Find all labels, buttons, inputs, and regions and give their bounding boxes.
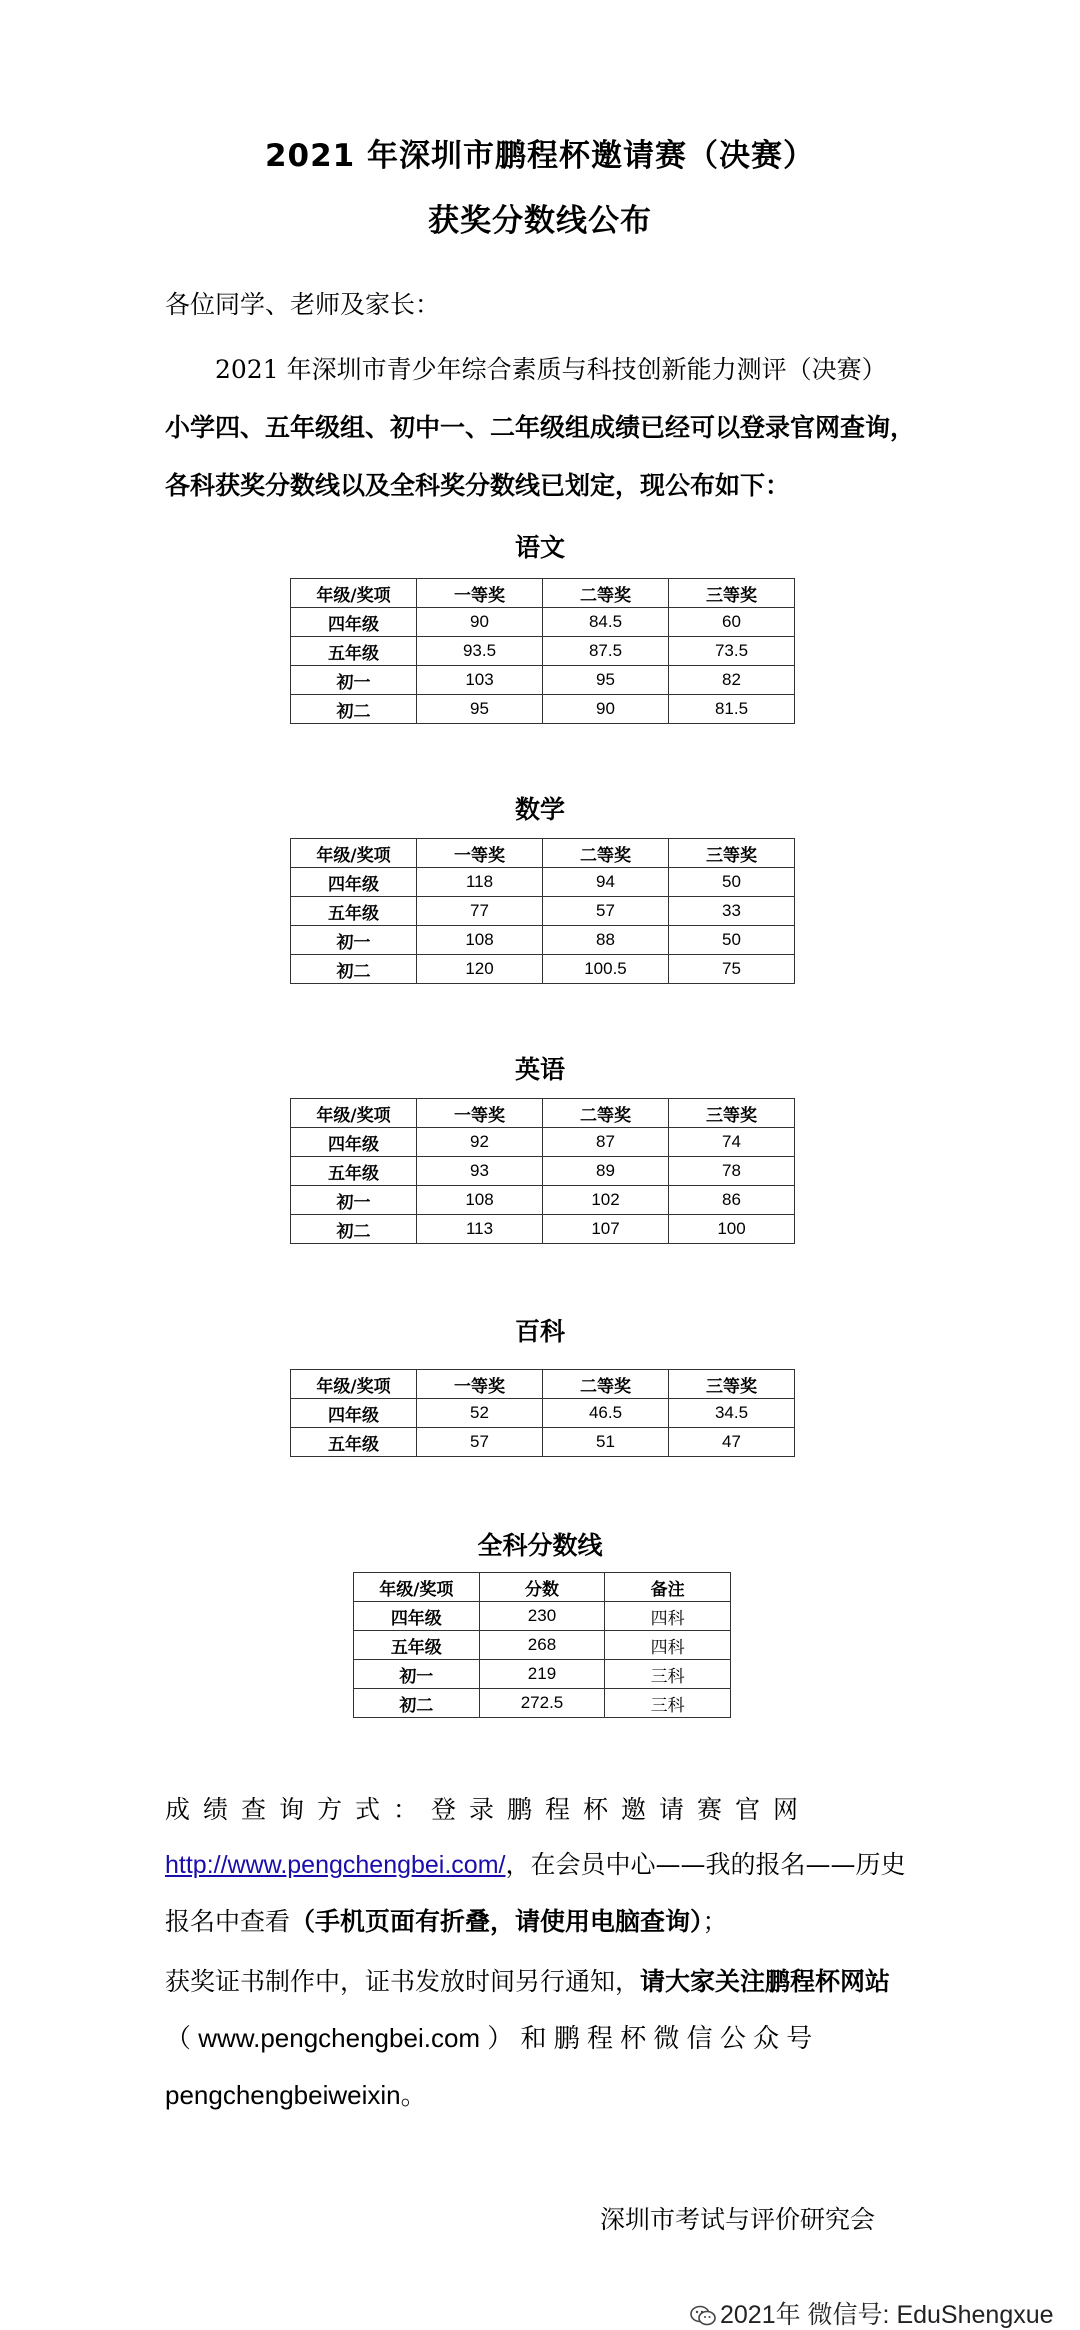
- header-cell: 年级/奖项: [291, 1370, 417, 1399]
- note-cell: 三科: [605, 1689, 731, 1718]
- score-cell: 47: [669, 1428, 795, 1457]
- header-cell: 一等奖: [417, 579, 543, 608]
- score-cell: 93: [417, 1157, 543, 1186]
- query-line-1: 成绩查询方式：登录鹏程杯邀请赛官网: [165, 1795, 812, 1824]
- score-cell: 108: [417, 926, 543, 955]
- query-line-4: [165, 1962, 925, 2002]
- table-row: [291, 695, 795, 724]
- certificate-notice: 获奖证书制作中，证书发放时间另行通知，: [165, 1967, 641, 1996]
- grade-cell: 五年级: [291, 637, 417, 666]
- table-row: [291, 1157, 795, 1186]
- watermark: [690, 2300, 1054, 2330]
- table-header-row: [291, 1099, 795, 1128]
- query-line-3-text: 报名中查看: [165, 1907, 291, 1936]
- table-header-row: [291, 579, 795, 608]
- table-row: [291, 1215, 795, 1244]
- header-cell: 年级/奖项: [354, 1573, 480, 1602]
- score-cell: 100.5: [543, 955, 669, 984]
- grade-cell: 五年级: [291, 1157, 417, 1186]
- score-cell: 107: [543, 1215, 669, 1244]
- grade-cell: 四年级: [291, 868, 417, 897]
- score-cell: 33: [669, 897, 795, 926]
- subject-title-english: 英语: [514, 1055, 565, 1084]
- header-cell: 一等奖: [417, 1099, 543, 1128]
- document-subtitle: 获奖分数线公布: [428, 203, 652, 239]
- header-cell: 二等奖: [543, 1370, 669, 1399]
- score-cell: 57: [417, 1428, 543, 1457]
- table-header-row: [291, 1370, 795, 1399]
- intro-line-2: 小学四、五年级组、初中一、二年级组成绩已经可以登录官网查询，: [165, 413, 916, 442]
- score-cell: 92: [417, 1128, 543, 1157]
- header-cell: 二等奖: [543, 579, 669, 608]
- score-cell: 78: [669, 1157, 795, 1186]
- score-cell: 57: [543, 897, 669, 926]
- table-header-row: [291, 839, 795, 868]
- table-row: [291, 1399, 795, 1428]
- greeting: 各位同学、老师及家长：: [165, 290, 441, 319]
- table-row: [291, 955, 795, 984]
- header-cell: 二等奖: [543, 839, 669, 868]
- header-cell: 年级/奖项: [291, 1099, 417, 1128]
- header-cell: 备注: [605, 1573, 731, 1602]
- score-cell: 120: [417, 955, 543, 984]
- subject-title-math: 数学: [514, 795, 565, 824]
- score-cell: 95: [417, 695, 543, 724]
- query-line-5: （ www.pengchengbei.com ） 和 鹏 程 杯 微 信 公 众 号: [165, 2023, 813, 2053]
- table-row: [291, 926, 795, 955]
- query-line-3: [165, 1902, 925, 1942]
- table-row: [291, 637, 795, 666]
- table-row: [291, 608, 795, 637]
- overall-score-table: [353, 1572, 731, 1718]
- table-row: [291, 1428, 795, 1457]
- table-row: [354, 1660, 731, 1689]
- header-cell: 三等奖: [669, 1099, 795, 1128]
- table-row: [291, 1186, 795, 1215]
- score-cell: 52: [417, 1399, 543, 1428]
- header-cell: 三等奖: [669, 579, 795, 608]
- grade-cell: 五年级: [354, 1631, 480, 1660]
- query-line-2-text: ，在会员中心——我的报名——历史: [505, 1850, 906, 1879]
- grade-cell: 四年级: [354, 1602, 480, 1631]
- grade-cell: 初一: [354, 1660, 480, 1689]
- table-header-row: [354, 1573, 731, 1602]
- grade-cell: 初二: [291, 695, 417, 724]
- score-cell: 103: [417, 666, 543, 695]
- score-table-math: [290, 838, 795, 984]
- intro-line-3: 各科获奖分数线以及全科奖分数线已划定，现公布如下：: [165, 471, 791, 500]
- score-cell: 102: [543, 1186, 669, 1215]
- note-cell: 三科: [605, 1660, 731, 1689]
- query-mobile-notice: （手机页面有折叠，请使用电脑查询）: [290, 1907, 703, 1936]
- intro-line-1: 2021 年深圳市青少年综合素质与科技创新能力测评（决赛）: [215, 355, 887, 384]
- header-cell: 一等奖: [417, 1370, 543, 1399]
- grade-cell: 初二: [291, 1215, 417, 1244]
- score-cell: 94: [543, 868, 669, 897]
- grade-cell: 初一: [291, 926, 417, 955]
- note-cell: 四科: [605, 1602, 731, 1631]
- subject-title-encyclopedia: 百科: [514, 1317, 565, 1346]
- score-cell: 74: [669, 1128, 795, 1157]
- score-cell: 87.5: [543, 637, 669, 666]
- note-cell: 四科: [605, 1631, 731, 1660]
- score-cell: 118: [417, 868, 543, 897]
- grade-cell: 四年级: [291, 1399, 417, 1428]
- score-cell: 82: [669, 666, 795, 695]
- header-cell: 二等奖: [543, 1099, 669, 1128]
- table-row: [354, 1631, 731, 1660]
- signature: 深圳市考试与评价研究会: [600, 2205, 876, 2234]
- grade-cell: 四年级: [291, 1128, 417, 1157]
- follow-website-notice: 请大家关注鹏程杯网站: [640, 1967, 891, 1996]
- grade-cell: 初一: [291, 1186, 417, 1215]
- grade-cell: 五年级: [291, 1428, 417, 1457]
- header-cell: 年级/奖项: [291, 839, 417, 868]
- score-cell: 51: [543, 1428, 669, 1457]
- table-row: [291, 666, 795, 695]
- header-cell: 一等奖: [417, 839, 543, 868]
- score-cell: 95: [543, 666, 669, 695]
- table-row: [291, 897, 795, 926]
- table-row: [291, 868, 795, 897]
- score-cell: 272.5: [479, 1689, 605, 1718]
- score-table-encyclopedia: [290, 1369, 795, 1457]
- score-table-chinese: [290, 578, 795, 724]
- score-cell: 86: [669, 1186, 795, 1215]
- score-cell: 50: [669, 926, 795, 955]
- score-cell: 75: [669, 955, 795, 984]
- header-cell: 三等奖: [669, 839, 795, 868]
- score-cell: 89: [543, 1157, 669, 1186]
- table-row: [354, 1689, 731, 1718]
- score-cell: 93.5: [417, 637, 543, 666]
- header-cell: 年级/奖项: [291, 579, 417, 608]
- score-cell: 268: [479, 1631, 605, 1660]
- score-cell: 50: [669, 868, 795, 897]
- grade-cell: 四年级: [291, 608, 417, 637]
- score-cell: 60: [669, 608, 795, 637]
- score-table-english: [290, 1098, 795, 1244]
- overall-title: 全科分数线: [477, 1531, 603, 1560]
- score-cell: 87: [543, 1128, 669, 1157]
- query-line-3-end: ；: [702, 1907, 728, 1936]
- score-cell: 34.5: [669, 1399, 795, 1428]
- query-line-2: [165, 1845, 925, 1885]
- query-line-6: pengchengbeiweixin。: [165, 2080, 427, 2110]
- header-cell: 分数: [479, 1573, 605, 1602]
- score-cell: 88: [543, 926, 669, 955]
- score-cell: 90: [417, 608, 543, 637]
- score-cell: 84.5: [543, 608, 669, 637]
- document-title: 2021 年深圳市鹏程杯邀请赛（决赛）: [264, 138, 816, 174]
- score-cell: 46.5: [543, 1399, 669, 1428]
- score-cell: 81.5: [669, 695, 795, 724]
- grade-cell: 初一: [291, 666, 417, 695]
- table-row: [354, 1602, 731, 1631]
- subject-title-chinese: 语文: [514, 533, 565, 562]
- score-cell: 108: [417, 1186, 543, 1215]
- grade-cell: 初二: [291, 955, 417, 984]
- score-cell: 73.5: [669, 637, 795, 666]
- score-cell: 230: [479, 1602, 605, 1631]
- grade-cell: 初二: [354, 1689, 480, 1718]
- score-cell: 77: [417, 897, 543, 926]
- header-cell: 三等奖: [669, 1370, 795, 1399]
- score-cell: 113: [417, 1215, 543, 1244]
- table-row: [291, 1128, 795, 1157]
- wechat-icon: [690, 2305, 716, 2327]
- score-cell: 100: [669, 1215, 795, 1244]
- score-cell: 219: [479, 1660, 605, 1689]
- official-site-link[interactable]: http://www.pengchengbei.com/: [165, 1851, 506, 1879]
- score-cell: 90: [543, 695, 669, 724]
- watermark-text: 2021年 微信号: EduShengxue: [720, 2301, 1054, 2329]
- grade-cell: 五年级: [291, 897, 417, 926]
